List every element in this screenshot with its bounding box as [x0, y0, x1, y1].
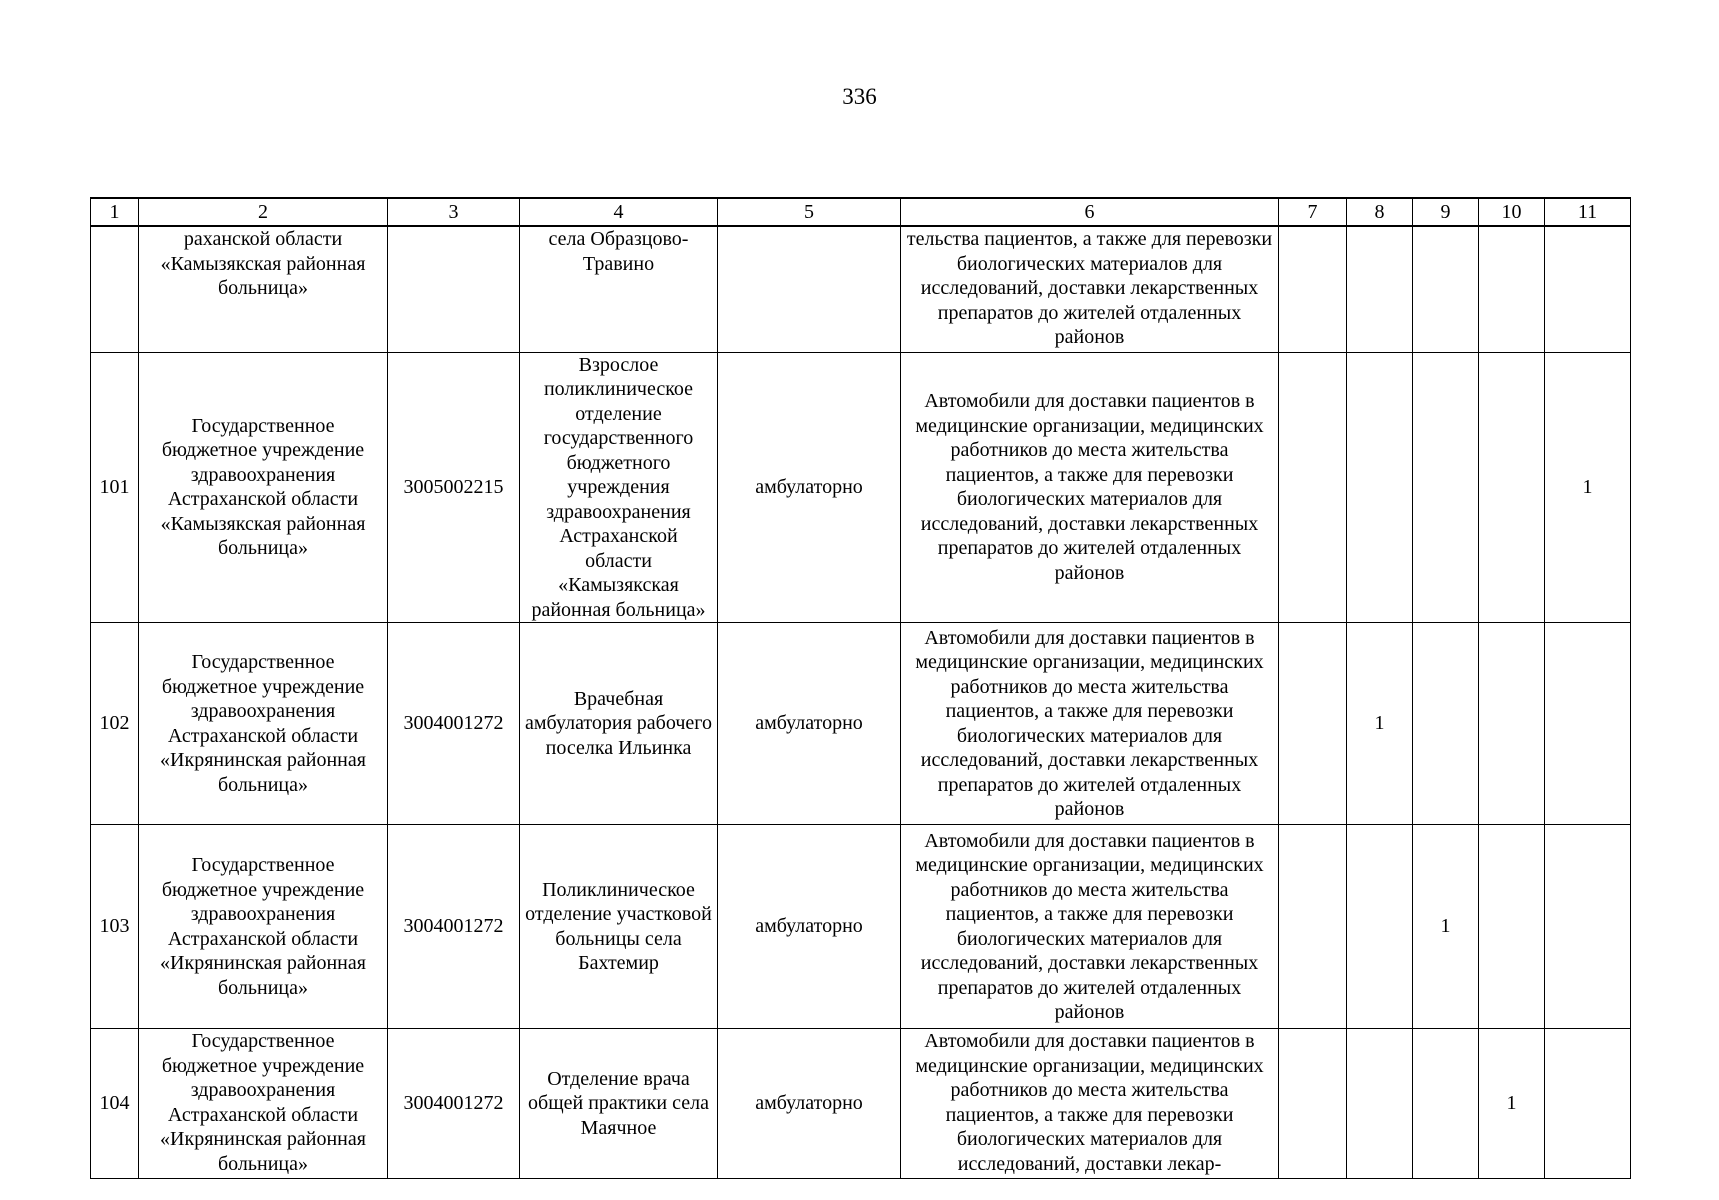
column-header: 7 [1279, 198, 1347, 226]
column-header: 5 [718, 198, 901, 226]
vehicle-purpose: тельства пациентов, а также для перевозки биологических материалов для исследований, доставки лекарственных препаратов до жителей отдаленных районов [901, 226, 1279, 352]
count-col10 [1479, 825, 1545, 1029]
count-col10 [1479, 226, 1545, 352]
column-header: 9 [1413, 198, 1479, 226]
count-col8 [1347, 226, 1413, 352]
count-col8 [1347, 1029, 1413, 1179]
inn-code: 3005002215 [388, 352, 520, 623]
column-header: 10 [1479, 198, 1545, 226]
count-col7 [1279, 226, 1347, 352]
page-number: 336 [842, 84, 877, 109]
column-header: 4 [520, 198, 718, 226]
inn-code: 3004001272 [388, 1029, 520, 1179]
count-col11 [1545, 623, 1631, 825]
count-col11: 1 [1545, 352, 1631, 623]
organization-name: раханской области «Камызякская районная больница» [139, 226, 388, 352]
care-conditions: амбулаторно [718, 352, 901, 623]
count-col9 [1413, 1029, 1479, 1179]
count-col7 [1279, 623, 1347, 825]
organization-name: Государственное бюджетное учреждение здравоохранения Астраханской области «Камызякская районная больница» [139, 352, 388, 623]
column-number-header [91, 198, 1631, 226]
count-col9: 1 [1413, 825, 1479, 1029]
vehicle-purpose-text: Автомобили для доставки пациентов в медицинские организации, медицинских работников до места жительства пациентов, а также для перевозки биологических материалов для исследований, доставки лекар- [915, 1030, 1264, 1175]
subdivision-name: Взрослое поликлиническое отделение государственного бюджетного учреждения здравоохранения Астраханской области «Камызякская районная больница» [520, 352, 718, 623]
column-header: 11 [1545, 198, 1631, 226]
vehicle-purpose: Автомобили для доставки пациентов в медицинские организации, медицинских работников до места жительства пациентов, а также для перевозки биологических материалов для исследований, доставки лекарственных препаратов до жителей отдаленных районов [901, 623, 1279, 825]
subdivision-name: Врачебная амбулатория рабочего поселка Ильинка [520, 623, 718, 825]
count-col10: 1 [1479, 1029, 1545, 1179]
column-header: 6 [901, 198, 1279, 226]
table-row-continuation [91, 226, 1631, 352]
count-col10 [1479, 352, 1545, 623]
column-header: 3 [388, 198, 520, 226]
care-conditions: амбулаторно [718, 623, 901, 825]
table-row [91, 352, 1631, 623]
subdivision-name: Отделение врача общей практики села Маячное [520, 1029, 718, 1179]
count-col8 [1347, 352, 1413, 623]
count-col11 [1545, 825, 1631, 1029]
inn-code [388, 226, 520, 352]
count-col10 [1479, 623, 1545, 825]
row-number [91, 226, 139, 352]
count-col8: 1 [1347, 623, 1413, 825]
row-number: 104 [91, 1029, 139, 1179]
care-conditions: амбулаторно [718, 1029, 901, 1179]
care-conditions [718, 226, 901, 352]
column-header: 8 [1347, 198, 1413, 226]
table-row [91, 623, 1631, 825]
count-col9 [1413, 352, 1479, 623]
vehicle-purpose: Автомобили для доставки пациентов в медицинские организации, медицинских работников до места жительства пациентов, а также для перевозки биологических материалов для исследований, доставки лекарственных препаратов до жителей отдаленных районов [901, 825, 1279, 1029]
organization-name [139, 1029, 388, 1179]
count-col11 [1545, 1029, 1631, 1179]
row-number: 101 [91, 352, 139, 623]
count-col9 [1413, 623, 1479, 825]
column-header: 1 [91, 198, 139, 226]
table-row [91, 1029, 1631, 1179]
column-header: 2 [139, 198, 388, 226]
count-col9 [1413, 226, 1479, 352]
table-row [91, 825, 1631, 1029]
count-col8 [1347, 825, 1413, 1029]
vehicle-purpose [901, 1029, 1279, 1179]
count-col7 [1279, 352, 1347, 623]
row-number: 102 [91, 623, 139, 825]
document-table [90, 197, 1631, 1179]
count-col7 [1279, 825, 1347, 1029]
subdivision-name: Поликлиническое отделение участковой больницы села Бахтемир [520, 825, 718, 1029]
row-number: 103 [91, 825, 139, 1029]
organization-name-text: Государственное бюджетное учреждение здравоохранения Астраханской области «Икрянинская районная больница» [160, 1030, 366, 1175]
vehicle-purpose: Автомобили для доставки пациентов в медицинские организации, медицинских работников до места жительства пациентов, а также для перевозки биологических материалов для исследований, доставки лекарственных препаратов до жителей отдаленных районов [901, 352, 1279, 623]
count-col7 [1279, 1029, 1347, 1179]
count-col11 [1545, 226, 1631, 352]
care-conditions: амбулаторно [718, 825, 901, 1029]
subdivision-name: села Образцово-Травино [520, 226, 718, 352]
organization-name: Государственное бюджетное учреждение здравоохранения Астраханской области «Икрянинская районная больница» [139, 623, 388, 825]
inn-code: 3004001272 [388, 623, 520, 825]
inn-code: 3004001272 [388, 825, 520, 1029]
organization-name: Государственное бюджетное учреждение здравоохранения Астраханской области «Икрянинская районная больница» [139, 825, 388, 1029]
